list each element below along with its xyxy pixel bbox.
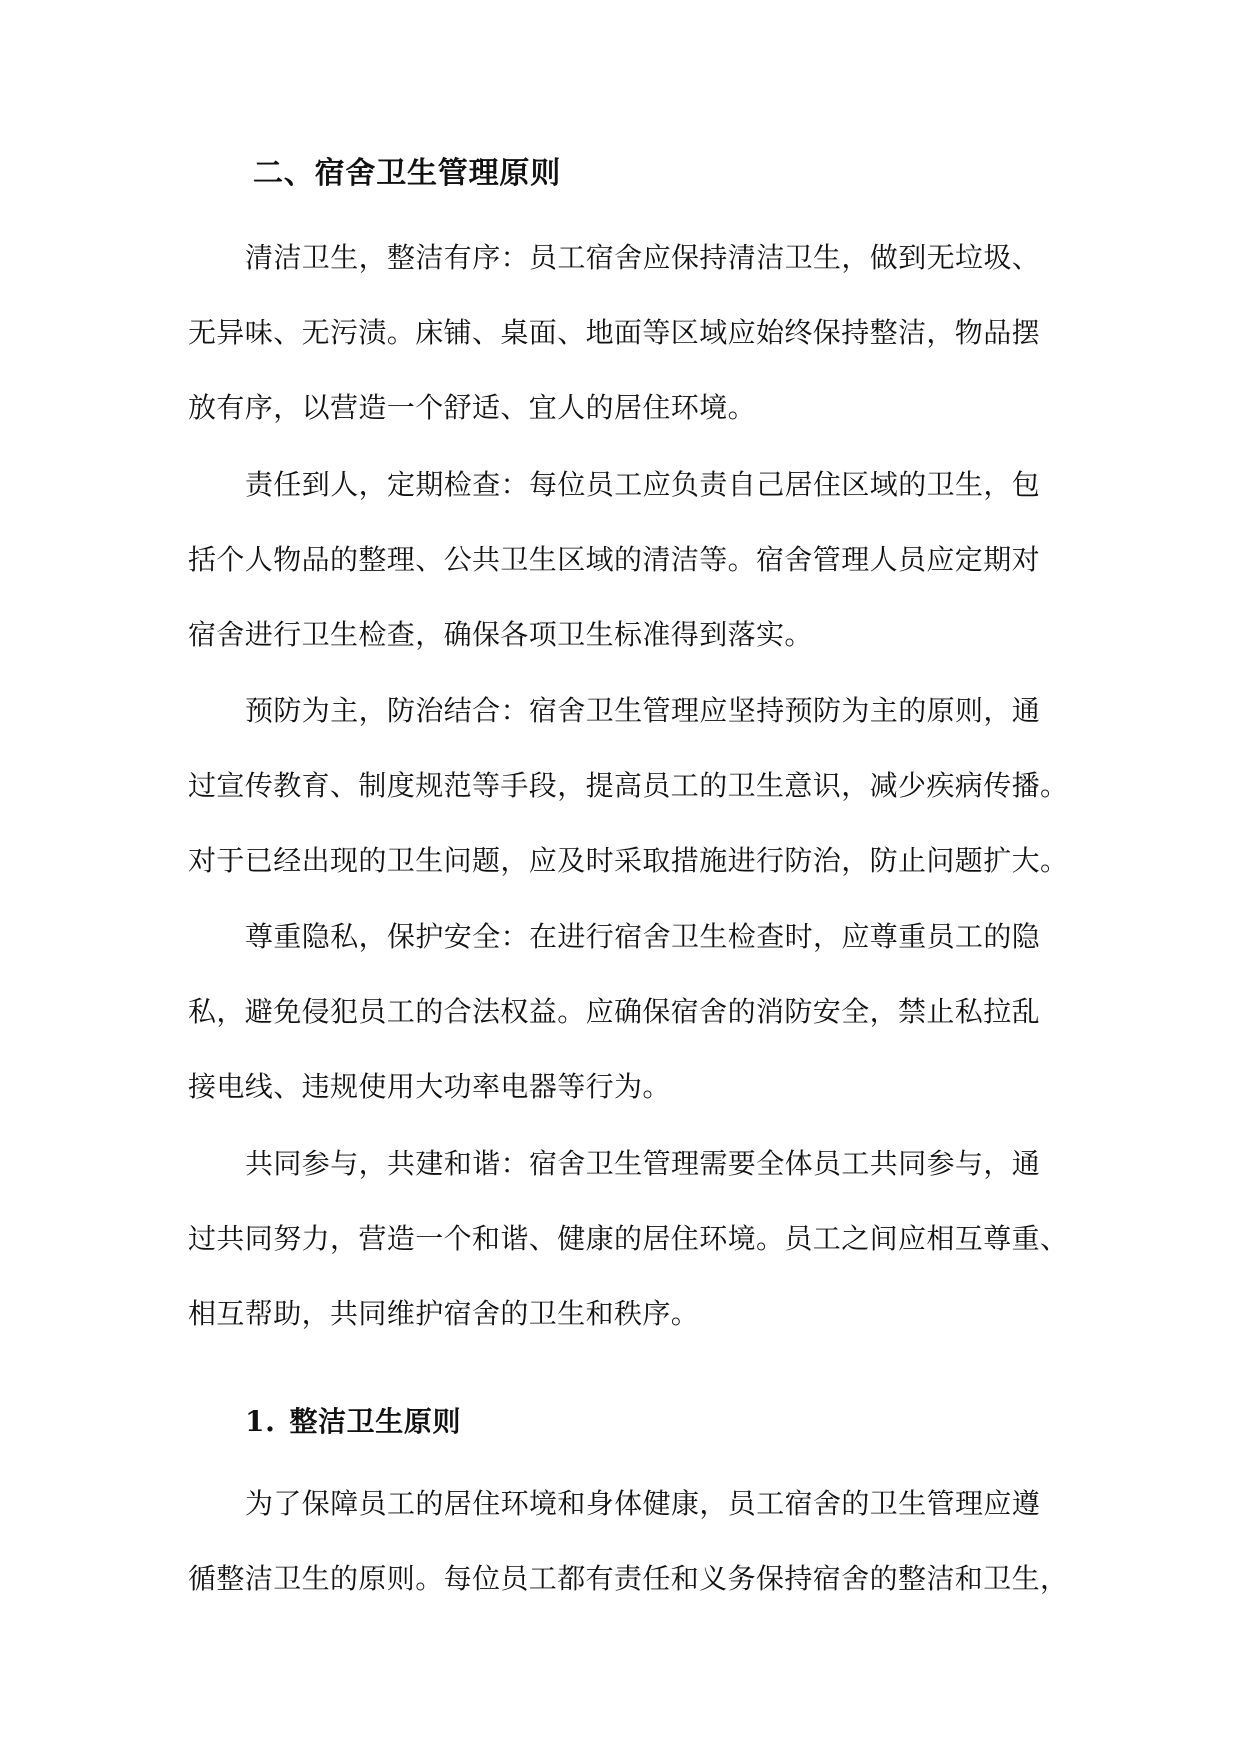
paragraph-5-line-3: 相互帮助，共同维护宿舍的卫生和秩序。 (188, 1297, 700, 1330)
paragraph-3-line-3: 对于已经出现的卫生问题，应及时采取措施进行防治，防止问题扩大。 (188, 844, 1069, 877)
paragraph-3-line-1: 预防为主，防治结合：宿舍卫生管理应坚持预防为主的原则，通 (245, 694, 1041, 727)
subsection-title: 整洁卫生原则 (289, 1405, 462, 1438)
paragraph-1-line-3: 放有序，以营造一个舒适、宜人的居住环境。 (188, 391, 757, 424)
subsection-heading (245, 1404, 461, 1440)
paragraph-4-line-2: 私，避免侵犯员工的合法权益。应确保宿舍的消防安全，禁止私拉乱 (188, 995, 1041, 1028)
section-heading: 二、宿舍卫生管理原则 (253, 156, 561, 191)
paragraph-2-line-2: 括个人物品的整理、公共卫生区域的清洁等。宿舍管理人员应定期对 (188, 543, 1041, 576)
paragraph-2-line-1: 责任到人，定期检查：每位员工应负责自己居住区域的卫生，包 (245, 468, 1041, 501)
paragraph-1-line-2: 无异味、无污渍。床铺、桌面、地面等区域应始终保持整洁，物品摆 (188, 316, 1041, 349)
paragraph-2-line-3: 宿舍进行卫生检查，确保各项卫生标准得到落实。 (188, 618, 813, 651)
subsection-number: 1. (245, 1405, 276, 1438)
subsection-line-1: 为了保障员工的居住环境和身体健康，员工宿舍的卫生管理应遵 (245, 1487, 1041, 1520)
paragraph-4-line-3: 接电线、违规使用大功率电器等行为。 (188, 1070, 671, 1103)
paragraph-3-line-2: 过宣传教育、制度规范等手段，提高员工的卫生意识，减少疾病传播。 (188, 769, 1069, 802)
paragraph-4-line-1: 尊重隐私，保护安全：在进行宿舍卫生检查时，应尊重员工的隐 (245, 920, 1041, 953)
paragraph-1-line-1: 清洁卫生，整洁有序：员工宿舍应保持清洁卫生，做到无垃圾、 (245, 241, 1041, 274)
subsection-line-2: 循整洁卫生的原则。每位员工都有责任和义务保持宿舍的整洁和卫生， (188, 1562, 1069, 1595)
paragraph-5-line-1: 共同参与，共建和谐：宿舍卫生管理需要全体员工共同参与，通 (245, 1147, 1041, 1180)
paragraph-5-line-2: 过共同努力，营造一个和谐、健康的居住环境。员工之间应相互尊重、 (188, 1222, 1069, 1255)
